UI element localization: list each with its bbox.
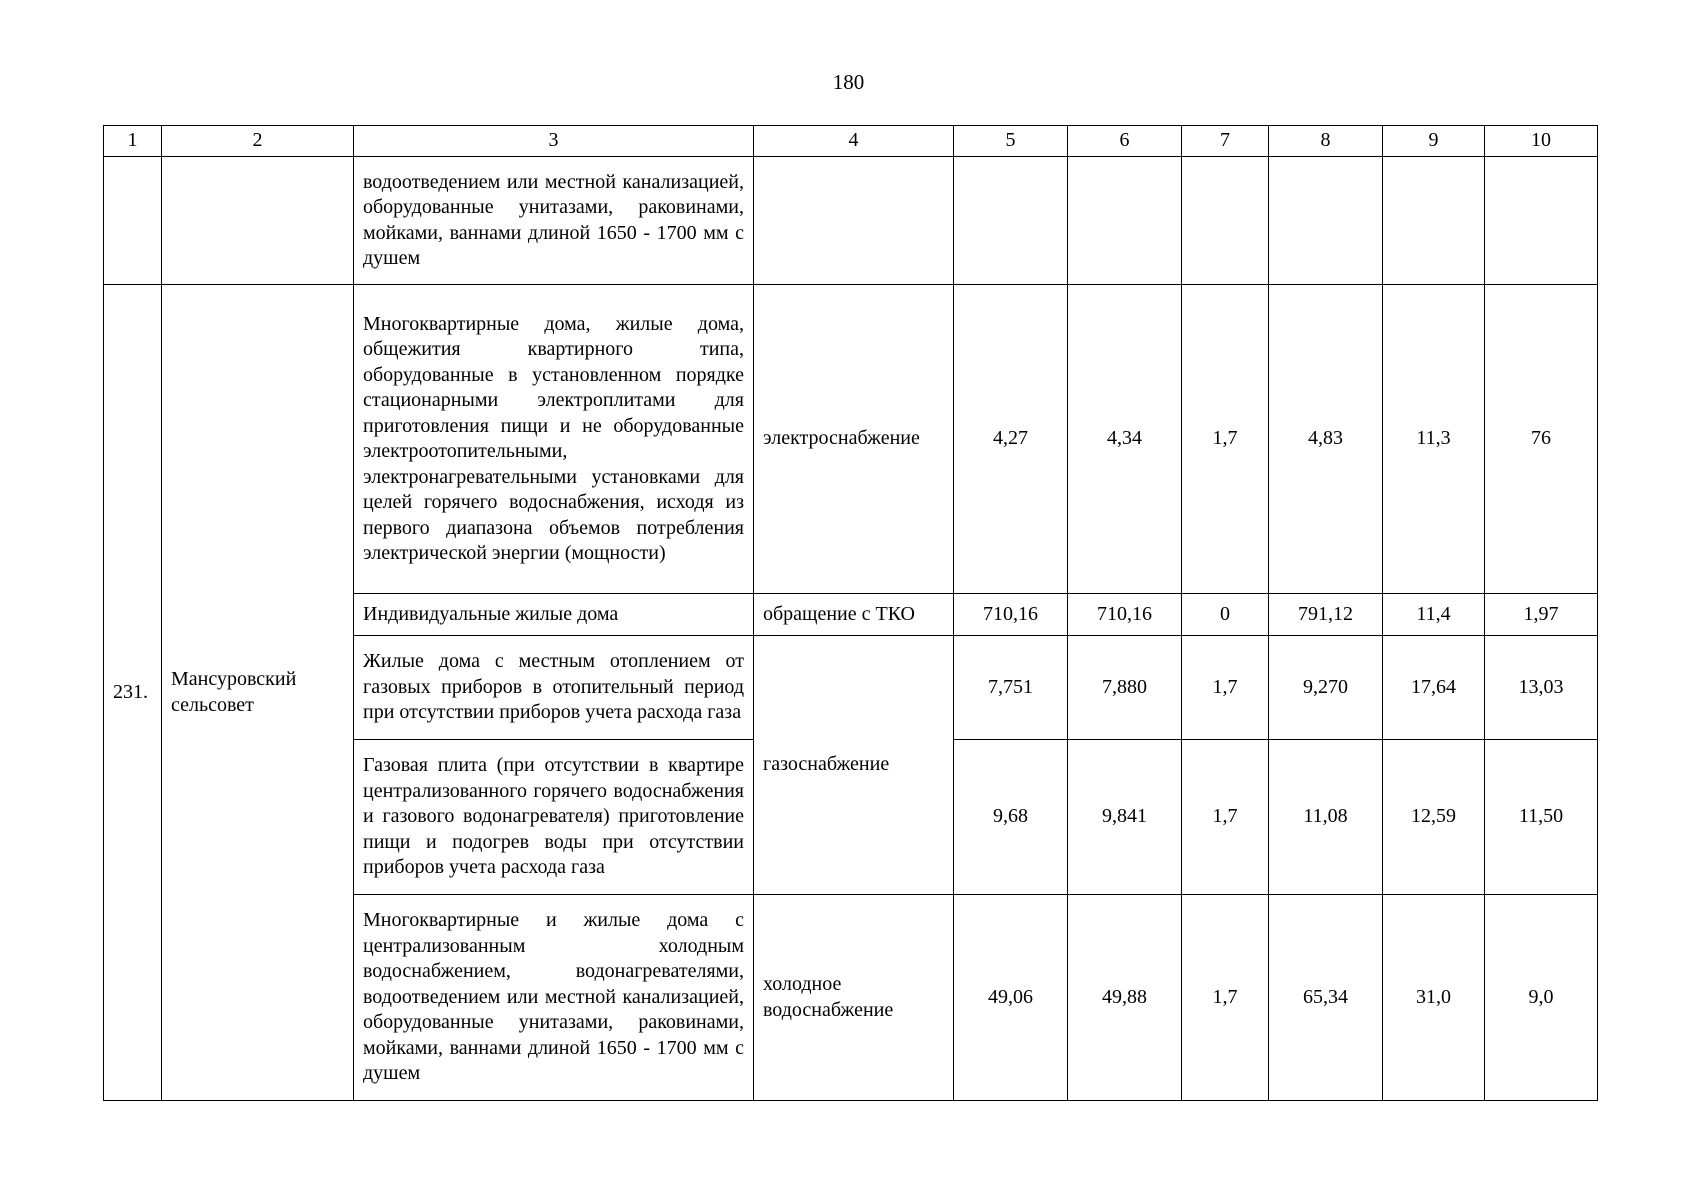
description-cell: Индивидуальные жилые дома [354,594,754,636]
value-cell: 710,16 [1068,594,1182,636]
service-cell: обращение с ТКО [754,594,954,636]
column-header: 6 [1068,126,1182,157]
empty-cell [104,157,162,285]
empty-cell [1269,157,1383,285]
column-header: 4 [754,126,954,157]
column-header: 8 [1269,126,1383,157]
value-cell: 1,7 [1182,740,1269,895]
table-row [104,285,1598,594]
value-cell: 710,16 [954,594,1068,636]
value-cell: 1,7 [1182,895,1269,1101]
description-cell: Многоквартирные дома, жилые дома, общежития квартирного типа, оборудованные в установленном порядке стационарными электроплитами для приготовления пищи и не оборудованные электроотопительными, электронагревательными установками для целей горячего водоснабжения, исходя из первого диапазона объемов потребления электрической энергии (мощности) [354,285,754,594]
value-cell: 7,751 [954,636,1068,740]
table-row-continuation [104,157,1598,285]
column-header: 3 [354,126,754,157]
empty-cell [1383,157,1485,285]
column-header: 10 [1485,126,1598,157]
value-cell: 65,34 [1269,895,1383,1101]
value-cell: 31,0 [1383,895,1485,1101]
service-cell: электроснабжение [754,285,954,594]
service-cell: холодное водоснабжение [754,895,954,1101]
value-cell: 9,0 [1485,895,1598,1101]
empty-cell [954,157,1068,285]
table-header-row [104,126,1598,157]
column-header: 5 [954,126,1068,157]
entry-number: 231. [104,285,162,1101]
empty-cell [1182,157,1269,285]
column-header: 7 [1182,126,1269,157]
value-cell: 11,3 [1383,285,1485,594]
value-cell: 7,880 [1068,636,1182,740]
value-cell: 12,59 [1383,740,1485,895]
value-cell: 4,83 [1269,285,1383,594]
value-cell: 1,97 [1485,594,1598,636]
value-cell: 9,68 [954,740,1068,895]
value-cell: 9,841 [1068,740,1182,895]
value-cell: 76 [1485,285,1598,594]
column-header: 9 [1383,126,1485,157]
value-cell: 13,03 [1485,636,1598,740]
value-cell: 11,08 [1269,740,1383,895]
page-number: 180 [832,70,865,94]
value-cell: 11,50 [1485,740,1598,895]
empty-cell [1485,157,1598,285]
description-cell: Газовая плита (при отсутствии в квартире централизованного горячего водоснабжения и газового водонагревателя) приготовление пищи и подогрев воды при отсутствии приборов учета расхода газа [354,740,754,895]
value-cell: 791,12 [1269,594,1383,636]
value-cell: 49,88 [1068,895,1182,1101]
service-cell: газоснабжение [754,636,954,895]
value-cell: 4,27 [954,285,1068,594]
value-cell: 1,7 [1182,285,1269,594]
value-cell: 9,270 [1269,636,1383,740]
value-cell: 0 [1182,594,1269,636]
value-cell: 17,64 [1383,636,1485,740]
description-cell: Жилые дома с местным отоплением от газовых приборов в отопительный период при отсутствии приборов учета расхода газа [354,636,754,740]
value-cell: 1,7 [1182,636,1269,740]
description-cell: Многоквартирные и жилые дома с централизованным холодным водоснабжением, водонагревателями, водоотведением или местной канализацией, оборудованные унитазами, раковинами, мойками, ваннами длиной 1650 - 1700 мм с душем [354,895,754,1101]
empty-cell [754,157,954,285]
value-cell: 4,34 [1068,285,1182,594]
empty-cell [162,157,354,285]
description-cell: водоотведением или местной канализацией, оборудованные унитазами, раковинами, мойками, ваннами длиной 1650 - 1700 мм с душем [354,157,754,285]
value-cell: 11,4 [1383,594,1485,636]
empty-cell [1068,157,1182,285]
column-header: 2 [162,126,354,157]
column-header: 1 [104,126,162,157]
value-cell: 49,06 [954,895,1068,1101]
tariff-table [103,125,1598,1101]
settlement-name: Мансуровский сельсовет [162,285,354,1101]
